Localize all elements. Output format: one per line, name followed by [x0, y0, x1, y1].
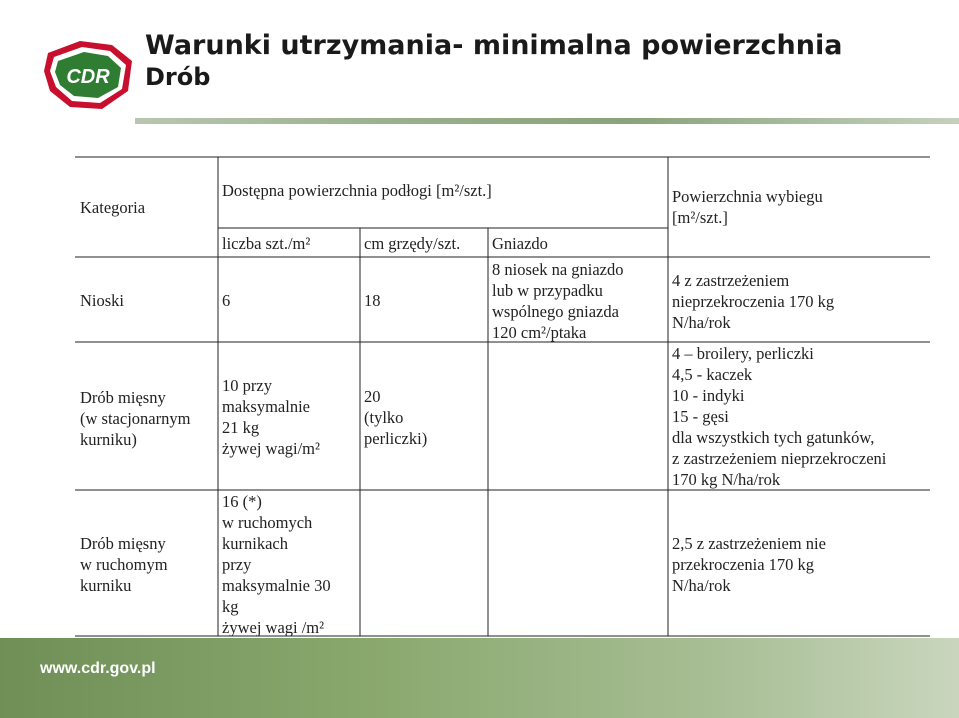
- row-drob-stacjonarny-kategoria: Drób mięsny (w stacjonarnym kurniku): [80, 388, 191, 449]
- row-drob-stacjonarny-grzedy: 20 (tylko perliczki): [364, 387, 428, 448]
- subheader-gniazdo: Gniazdo: [492, 234, 548, 253]
- row-drob-ruchomy-wybieg: 2,5 z zastrzeżeniem nie przekroczenia 170 kg N/ha/rok: [672, 534, 826, 595]
- header-kategoria: Kategoria: [80, 198, 146, 217]
- subheader-liczba-szt: liczba szt./m²: [222, 234, 311, 253]
- row-drob-stacjonarny-liczba: 10 przy maksymalnie 21 kg żywej wagi/m²: [222, 376, 320, 458]
- row-nioski-gniazdo: 8 niosek na gniazdo lub w przypadku wspólnego gniazda 120 cm²/ptaka: [492, 260, 624, 342]
- row-nioski-grzedy: 18: [364, 291, 381, 310]
- row-drob-ruchomy-kategoria: Drób mięsny w ruchomym kurniku: [80, 534, 168, 595]
- row-drob-ruchomy-liczba: 16 (*) w ruchomych kurnikach przy maksymalnie 30 kg żywej wagi /m²: [222, 492, 331, 637]
- footer-band: [0, 638, 959, 718]
- header-divider: [135, 118, 959, 124]
- page-title: Warunki utrzymania- minimalna powierzchnia: [145, 30, 843, 61]
- title-block: [145, 30, 842, 92]
- header-powierzchnia-wybiegu: Powierzchnia wybiegu: [672, 187, 823, 206]
- row-nioski-kategoria: Nioski: [80, 291, 125, 310]
- row-nioski-liczba: 6: [222, 291, 231, 310]
- row-nioski-wybieg: 4 z zastrzeżeniem nieprzekroczenia 170 kg N/ha/rok: [672, 271, 835, 332]
- header-dostepna-powierzchnia: Dostępna powierzchnia podłogi [m²/szt.]: [222, 181, 492, 200]
- row-drob-stacjonarny-wybieg: 4 – broilery, perliczki 4,5 - kaczek 10 - indyki 15 - gęsi dla wszystkich tych gatunków, z zastrzeżeniem nieprzekroczeni 170 kg N/ha/rok: [672, 344, 887, 489]
- subheader-cm-grzedy: cm grzędy/szt.: [364, 234, 461, 253]
- cdr-logo: [40, 35, 140, 115]
- logo-text: CDR: [66, 66, 110, 88]
- footer-url: www.cdr.gov.pl: [40, 660, 156, 677]
- page-subtitle: Drób: [145, 63, 211, 91]
- header-powierzchnia-wybiegu-unit: [m²/szt.]: [672, 208, 728, 227]
